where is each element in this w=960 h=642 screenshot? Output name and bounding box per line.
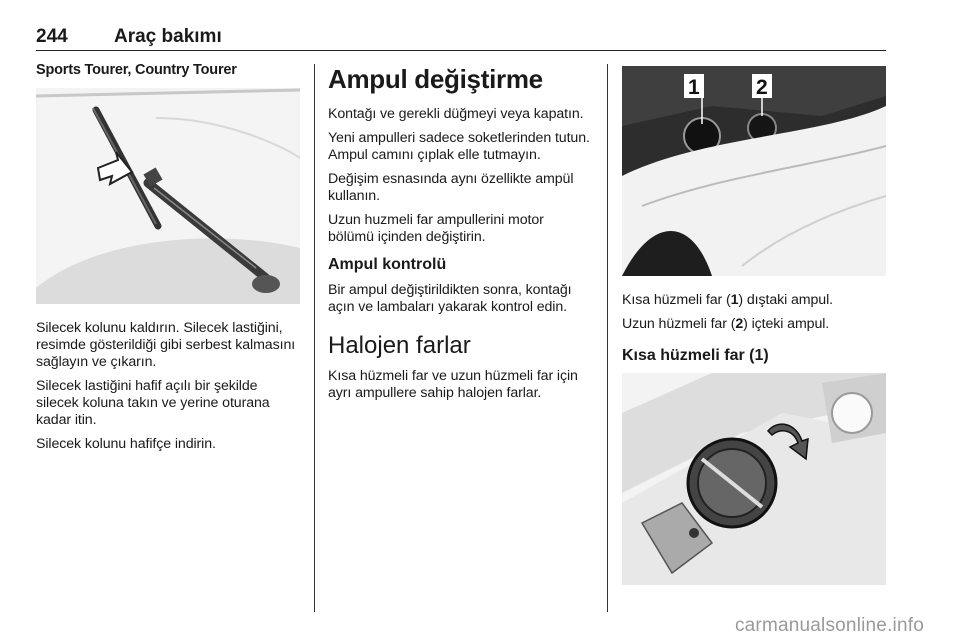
col2-paragraph-6: Kısa hüzmeli far ve uzun hüzmeli far için ayrı ampullere sahip halojen farlar. <box>328 368 578 401</box>
watermark: carmanualsonline.info <box>734 615 924 636</box>
col2-paragraph-5: Bir ampul değiştirildikten sonra, kontağı açın ve lambaları yakarak kontrol edin. <box>328 282 572 315</box>
wiper-arm-illustration-icon <box>36 88 300 304</box>
figure-label-1: 1 <box>688 76 700 99</box>
heading-ampul-kontrolu: Ampul kontrolü <box>328 256 447 273</box>
col3-p2-before: Uzun hüzmeli far ( <box>622 316 736 332</box>
page-header <box>36 26 886 52</box>
col3-paragraph-1 <box>622 292 886 309</box>
col2-paragraph-1: Kontağı ve gerekli düğmeyi veya kapatın. <box>328 106 584 122</box>
column-2 <box>328 62 592 409</box>
page-number: 244 <box>36 26 68 47</box>
column-1 <box>36 62 300 460</box>
section-title: Araç bakımı <box>114 26 222 47</box>
col2-paragraph-3: Değişim esnasında aynı özellikte ampül kullanın. <box>328 171 574 204</box>
col1-paragraph-3: Silecek kolunu hafifçe indirin. <box>36 436 216 452</box>
col3-p2-num: 2 <box>735 316 744 332</box>
heading-ampul-degistirme: Ampul değiştirme <box>328 64 543 94</box>
column1-subhead: Sports Tourer, Country Tourer <box>36 62 237 78</box>
header-rule <box>36 50 886 51</box>
heading-halojen-farlar: Halojen farlar <box>328 332 471 359</box>
col3-p1-num: 1 <box>730 292 739 308</box>
figure-label-2: 2 <box>756 76 768 99</box>
headlamp-cap-illustration-icon <box>622 373 886 585</box>
col3-p1-before: Kısa hüzmeli far ( <box>622 292 731 308</box>
column-divider-1 <box>314 64 315 612</box>
headlamp-engine-bay-illustration-icon <box>622 66 886 276</box>
column-3 <box>622 62 886 585</box>
col1-paragraph-2: Silecek lastiğini hafif açılı bir şekilde silecek koluna takın ve yerine oturana kadar itin. <box>36 378 270 428</box>
col2-paragraph-2: Yeni ampulleri sadece soketlerinden tutun. Ampul camını çıplak elle tutmayın. <box>328 130 590 163</box>
col3-p2-after: ) içteki ampul. <box>743 316 830 332</box>
col2-paragraph-4: Uzun huzmeli far ampullerini motor bölümü içinden değiştirin. <box>328 212 544 245</box>
col3-p1-after: ) dıştaki ampul. <box>738 292 833 308</box>
heading-kisa-huzmeli-far: Kısa hüzmeli far (1) <box>622 347 769 364</box>
col1-paragraph-1: Silecek kolunu kaldırın. Silecek lastiğini, resimde gösterildiği gibi serbest kalmasını sağlayın ve çıkarın. <box>36 320 296 370</box>
column-divider-2 <box>607 64 608 612</box>
col3-paragraph-2 <box>622 316 886 333</box>
